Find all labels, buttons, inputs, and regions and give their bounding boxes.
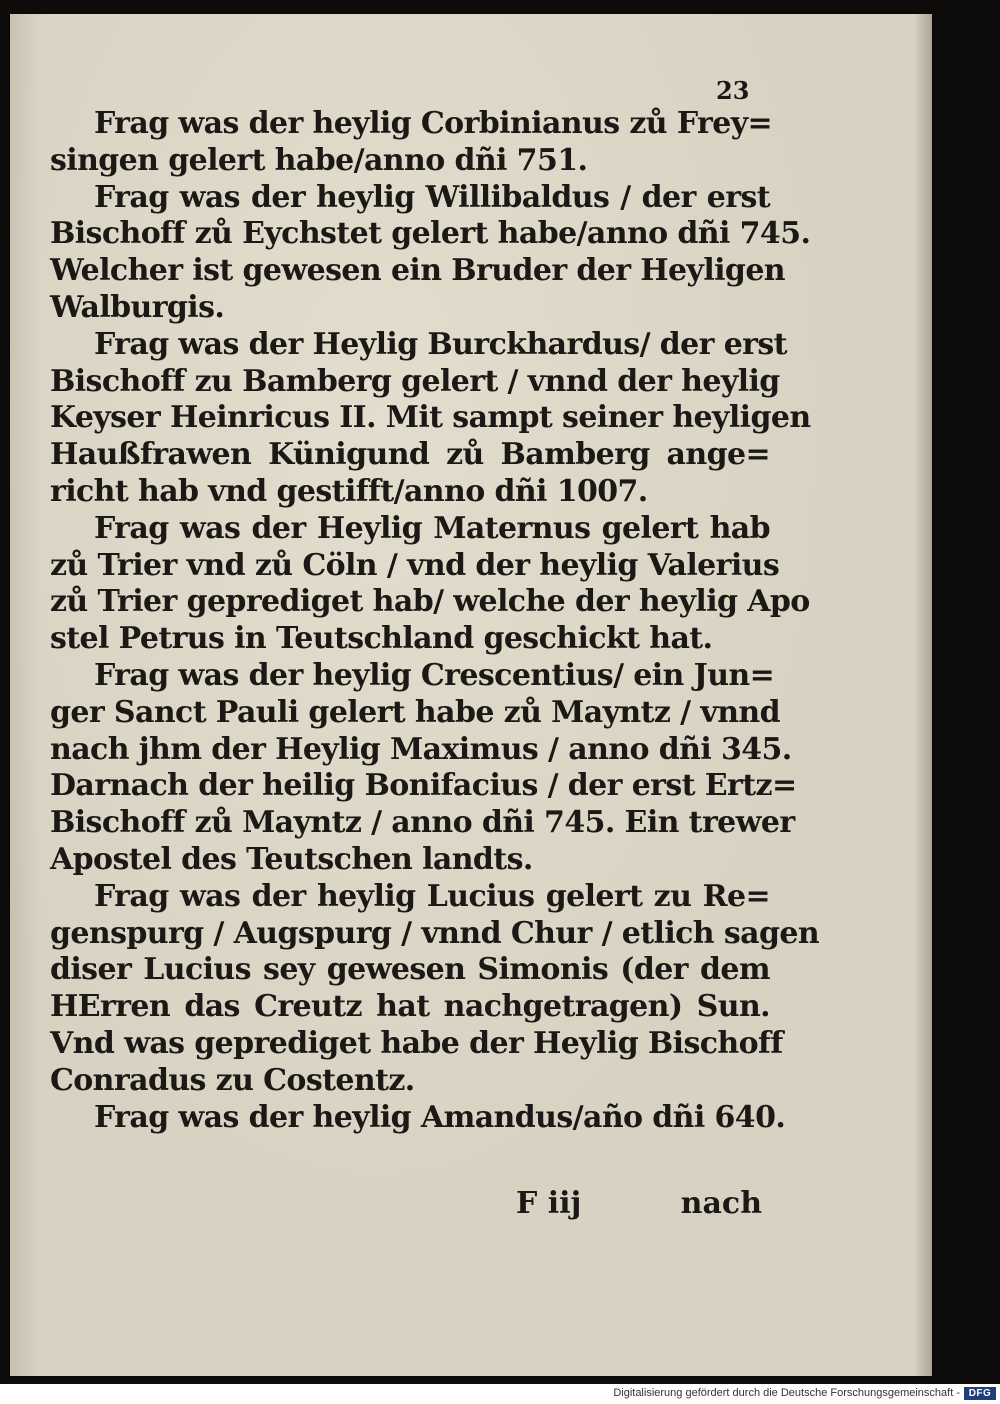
text-line: Haußfrawen Künigund zů Bamberg ange= — [50, 437, 770, 473]
text-line: diser Lucius sey gewesen Simonis (der dem — [50, 952, 770, 988]
text-line: genspurg / Augspurg / vnnd Chur / etlich sagen — [50, 915, 820, 951]
text-line: zů Trier geprediget hab/ welche der heylig Apo — [50, 584, 810, 620]
text-line: Welcher ist gewesen ein Bruder der Heyligen — [50, 253, 786, 289]
catchword: nach — [680, 1186, 762, 1221]
text-line: Bischoff zů Eychstet gelert habe/anno dñi 745. — [50, 216, 811, 252]
text-line: Darnach der heilig Bonifacius / der erst Ertz= — [50, 768, 797, 804]
text-line: Keyser Heinricus II. Mit sampt seiner heyligen — [50, 400, 811, 436]
text-line: Walburgis. — [50, 289, 225, 325]
text-line: singen gelert habe/anno dñi 751. — [50, 142, 588, 178]
text-line: Frag was der Heylig Maternus gelert hab — [94, 510, 770, 546]
page-number: 23 — [716, 76, 750, 105]
text-line: richt hab vnd gestifft/anno dñi 1007. — [50, 473, 648, 509]
text-line: ger Sanct Pauli gelert habe zů Mayntz / vnnd — [50, 694, 781, 730]
funding-credit: Digitalisierung gefördert durch die Deutsche Forschungsgemeinschaft - — [613, 1387, 960, 1399]
book-page — [10, 14, 932, 1376]
text-line: Frag was der heylig Corbinianus zů Frey= — [94, 106, 773, 141]
text-line: Bischoff zů Mayntz / anno dñi 745. Ein trewer — [50, 805, 795, 841]
text-line: HErren das Creutz hat nachgetragen) Sun. — [50, 989, 770, 1025]
text-line: Apostel des Teutschen landts. — [50, 841, 533, 877]
text-line: Frag was der heylig Willibaldus / der erst — [94, 179, 770, 215]
text-line: Frag was der Heylig Burckhardus/ der erst — [94, 326, 787, 362]
text-line: Bischoff zu Bamberg gelert / vnnd der heylig — [50, 363, 780, 399]
text-line: stel Petrus in Teutschland geschickt hat. — [50, 621, 713, 657]
text-line: nach jhm der Heylig Maximus / anno dñi 345. — [50, 731, 792, 767]
text-line: Frag was der heylig Crescentius/ ein Jun= — [94, 657, 775, 693]
text-line: zů Trier vnd zů Cöln / vnd der heylig Valerius — [50, 547, 780, 583]
text-line: Conradus zu Costentz. — [50, 1062, 415, 1098]
page-edge-shadow — [914, 14, 932, 1376]
text-line: Frag was der heylig Lucius gelert zu Re= — [94, 878, 770, 914]
text-line: Frag was der heylig Amandus/año dñi 640. — [94, 1099, 786, 1135]
signature-mark: F iij — [516, 1186, 582, 1221]
text-line: Vnd was geprediget habe der Heylig Bischoff — [50, 1025, 783, 1061]
page-foot-line — [50, 1186, 762, 1226]
page-text-block — [50, 106, 820, 1136]
footer-bar — [0, 1384, 1000, 1404]
dfg-logo: DFG — [964, 1387, 996, 1400]
